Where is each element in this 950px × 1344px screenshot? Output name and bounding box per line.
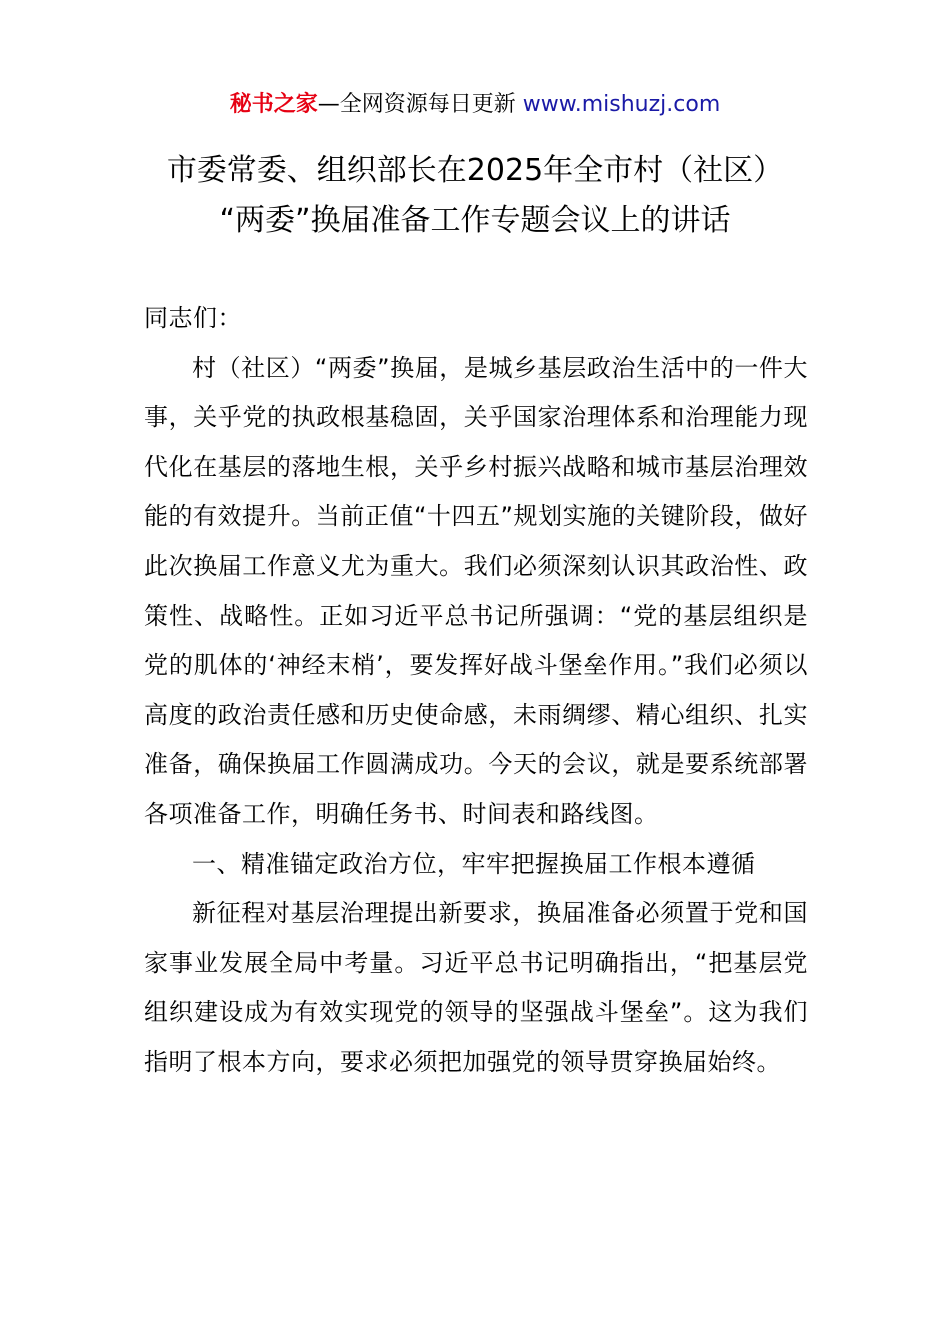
paragraph-intro: 村（社区）“两委”换届，是城乡基层政治生活中的一件大事，关乎党的执政根基稳固，关乎国家治理体系和治理能力现代化在基层的落地生根，关乎乡村振兴战略和城市基层治理效能的有效提升。当前正值“十四五”规划实施的关键阶段，做好此次换届工作意义尤为重大。我们必须深刻认识其政治性、政策性、战略性。正如习近平总书记所强调：“党的基层组织是党的肌体的‘神经末梢’，要发挥好战斗堡垒作用。”我们必须以高度的政治责任感和历史使命感，未雨绸缪、精心组织、扎实准备，确保换届工作圆满成功。今天的会议，就是要系统部署各项准备工作，明确任务书、时间表和路线图。: [144, 353, 808, 828]
title-line-1: 市委常委、组织部长在2025年全市村（社区）: [166, 153, 784, 188]
document-title: [0, 146, 950, 246]
salutation: 同志们：: [144, 304, 242, 332]
site-brand: 秘书之家: [229, 92, 318, 117]
site-header: [0, 88, 950, 122]
section-heading-1: 一、精准锚定政治方位，牢牢把握换届工作根本遵循: [192, 849, 756, 878]
paragraph-section-1: 新征程对基层治理提出新要求，换届准备必须置于党和国家事业发展全局中考量。习近平总书记明确指出，“把基层党组织建设成为有效实现党的领导的坚强战斗堡垒”。这为我们指明了根本方向，要求必须把加强党的领导贯穿换届始终。: [144, 899, 808, 1076]
document-body: [144, 294, 808, 1088]
site-url-link[interactable]: www.mishuzj.com: [522, 92, 721, 117]
title-line-2: “两委”换届准备工作专题会议上的讲话: [219, 203, 731, 238]
site-tagline: —全网资源每日更新: [317, 92, 523, 117]
